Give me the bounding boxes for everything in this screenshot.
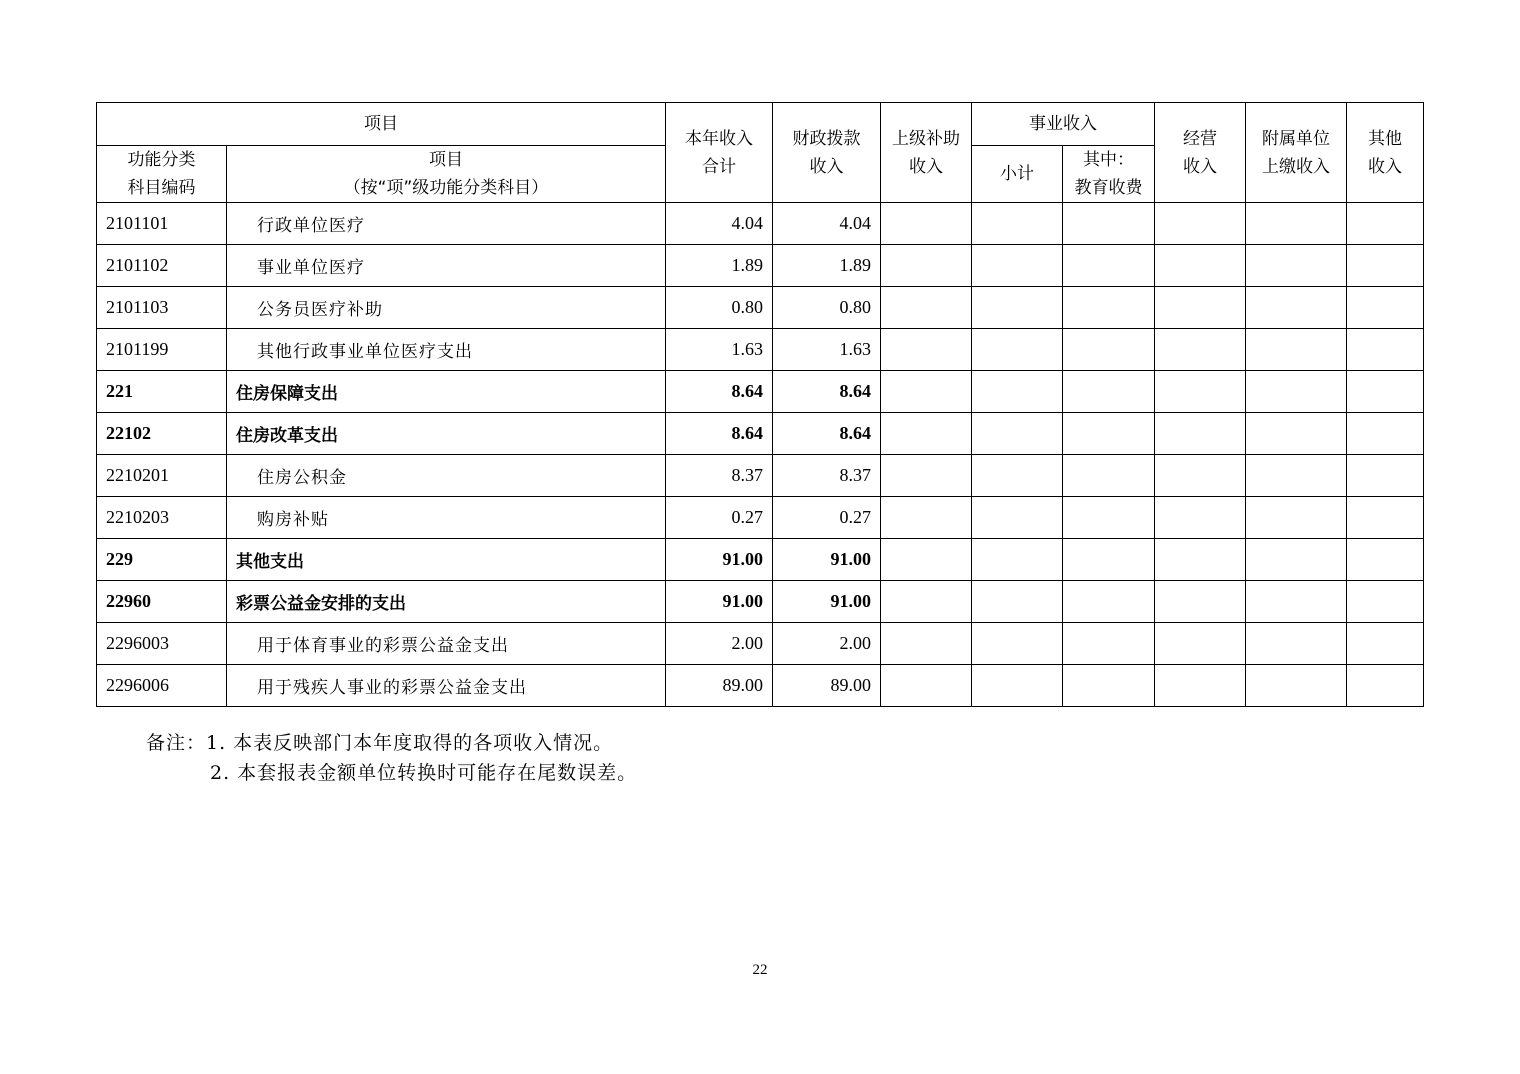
header-name-line2: （按“项”级功能分类科目）: [343, 178, 549, 198]
cell-other: [1347, 245, 1424, 287]
cell-operating: [1155, 329, 1246, 371]
cell-business-edu: [1063, 623, 1155, 665]
cell-other: [1347, 497, 1424, 539]
cell-subsidy: [881, 287, 972, 329]
cell-subsidy: [881, 245, 972, 287]
header-affiliated-line1: 附属单位: [1262, 128, 1330, 149]
table-row: [97, 539, 1424, 581]
cell-subsidy: [881, 413, 972, 455]
cell-business-subtotal: [972, 623, 1063, 665]
cell-fiscal: 89.00: [773, 665, 881, 707]
header-fiscal: [773, 103, 881, 203]
cell-code: 22960: [97, 581, 227, 623]
cell-fiscal: 1.89: [773, 245, 881, 287]
table-row: [97, 623, 1424, 665]
cell-affiliated: [1246, 287, 1347, 329]
cell-operating: [1155, 287, 1246, 329]
cell-affiliated: [1246, 203, 1347, 245]
header-edu-line2: 教育收费: [1074, 178, 1143, 198]
cell-affiliated: [1246, 455, 1347, 497]
cell-total: 8.64: [666, 371, 773, 413]
cell-subsidy: [881, 497, 972, 539]
cell-fiscal: 8.64: [773, 371, 881, 413]
table-body: [97, 203, 1424, 707]
cell-total: 0.80: [666, 287, 773, 329]
cell-fiscal: 8.64: [773, 413, 881, 455]
header-subsidy-line1: 上级补助: [892, 128, 960, 149]
header-other: [1347, 103, 1424, 203]
cell-business-subtotal: [972, 371, 1063, 413]
header-operating: [1155, 103, 1246, 203]
cell-business-subtotal: [972, 329, 1063, 371]
cell-other: [1347, 539, 1424, 581]
cell-total: 0.27: [666, 497, 773, 539]
table-row: [97, 245, 1424, 287]
cell-subsidy: [881, 329, 972, 371]
header-total: [666, 103, 773, 203]
page-number: 22: [752, 962, 768, 978]
cell-subsidy: [881, 203, 972, 245]
cell-business-edu: [1063, 539, 1155, 581]
cell-code: 2296003: [97, 623, 227, 665]
cell-subsidy: [881, 371, 972, 413]
cell-operating: [1155, 413, 1246, 455]
cell-business-edu: [1063, 371, 1155, 413]
table-row: [97, 581, 1424, 623]
cell-name: 彩票公益金安排的支出: [227, 581, 666, 623]
cell-name: 行政单位医疗: [227, 203, 666, 245]
cell-operating: [1155, 245, 1246, 287]
cell-name: 购房补贴: [227, 497, 666, 539]
cell-affiliated: [1246, 623, 1347, 665]
cell-affiliated: [1246, 581, 1347, 623]
cell-code: 229: [97, 539, 227, 581]
cell-other: [1347, 413, 1424, 455]
header-fiscal-line2: 收入: [809, 156, 844, 177]
cell-business-subtotal: [972, 665, 1063, 707]
cell-operating: [1155, 539, 1246, 581]
cell-fiscal: 4.04: [773, 203, 881, 245]
cell-fiscal: 0.27: [773, 497, 881, 539]
cell-total: 8.37: [666, 455, 773, 497]
table-row: [97, 455, 1424, 497]
cell-business-subtotal: [972, 581, 1063, 623]
cell-name: 住房公积金: [227, 455, 666, 497]
header-code-line1: 功能分类: [127, 150, 196, 170]
cell-affiliated: [1246, 497, 1347, 539]
cell-name: 用于残疾人事业的彩票公益金支出: [227, 665, 666, 707]
cell-operating: [1155, 203, 1246, 245]
table-row: [97, 665, 1424, 707]
cell-operating: [1155, 581, 1246, 623]
header-item-group: 项目: [97, 103, 666, 146]
cell-fiscal: 2.00: [773, 623, 881, 665]
cell-name: 用于体育事业的彩票公益金支出: [227, 623, 666, 665]
header-affiliated-line2: 上缴收入: [1262, 156, 1330, 177]
header-business-group: 事业收入: [972, 103, 1155, 146]
cell-other: [1347, 455, 1424, 497]
header-edu: [1063, 146, 1155, 203]
cell-other: [1347, 287, 1424, 329]
cell-operating: [1155, 371, 1246, 413]
cell-business-subtotal: [972, 539, 1063, 581]
header-operating-line1: 经营: [1183, 128, 1217, 149]
cell-subsidy: [881, 623, 972, 665]
cell-total: 91.00: [666, 581, 773, 623]
cell-subsidy: [881, 539, 972, 581]
cell-other: [1347, 581, 1424, 623]
header-fiscal-line1: 财政拨款: [792, 128, 861, 149]
cell-total: 2.00: [666, 623, 773, 665]
cell-total: 4.04: [666, 203, 773, 245]
header-subsidy: [881, 103, 972, 203]
cell-business-edu: [1063, 455, 1155, 497]
header-affiliated: [1246, 103, 1347, 203]
header-subtotal: 小计: [972, 146, 1063, 203]
income-table: [96, 102, 1424, 707]
table-row: [97, 371, 1424, 413]
header-name: [227, 146, 666, 203]
table-row: [97, 287, 1424, 329]
cell-name: 公务员医疗补助: [227, 287, 666, 329]
cell-subsidy: [881, 581, 972, 623]
cell-business-edu: [1063, 497, 1155, 539]
cell-code: 2210201: [97, 455, 227, 497]
cell-name: 其他行政事业单位医疗支出: [227, 329, 666, 371]
cell-business-edu: [1063, 287, 1155, 329]
cell-affiliated: [1246, 329, 1347, 371]
header-name-line1: 项目: [429, 150, 463, 170]
header-other-line1: 其他: [1368, 128, 1402, 149]
cell-other: [1347, 623, 1424, 665]
header-total-line2: 合计: [702, 156, 736, 177]
cell-operating: [1155, 455, 1246, 497]
cell-business-subtotal: [972, 245, 1063, 287]
cell-name: 事业单位医疗: [227, 245, 666, 287]
table-row: [97, 329, 1424, 371]
cell-code: 2210203: [97, 497, 227, 539]
cell-fiscal: 91.00: [773, 581, 881, 623]
cell-fiscal: 91.00: [773, 539, 881, 581]
cell-operating: [1155, 623, 1246, 665]
header-total-line1: 本年收入: [685, 128, 753, 149]
cell-business-edu: [1063, 413, 1155, 455]
header-other-line2: 收入: [1368, 156, 1402, 177]
note-line-1: 备注：1. 本表反映部门本年度取得的各项收入情况。: [146, 732, 614, 754]
cell-code: 2101103: [97, 287, 227, 329]
table-row: [97, 203, 1424, 245]
cell-subsidy: [881, 455, 972, 497]
header-operating-line2: 收入: [1183, 156, 1217, 177]
cell-total: 89.00: [666, 665, 773, 707]
cell-business-edu: [1063, 245, 1155, 287]
cell-code: 2101102: [97, 245, 227, 287]
cell-business-edu: [1063, 665, 1155, 707]
cell-other: [1347, 371, 1424, 413]
cell-affiliated: [1246, 413, 1347, 455]
cell-business-subtotal: [972, 455, 1063, 497]
cell-code: 2101101: [97, 203, 227, 245]
cell-other: [1347, 665, 1424, 707]
cell-other: [1347, 329, 1424, 371]
cell-business-edu: [1063, 581, 1155, 623]
table-row: [97, 497, 1424, 539]
notes: [146, 728, 637, 788]
cell-total: 8.64: [666, 413, 773, 455]
cell-business-subtotal: [972, 203, 1063, 245]
cell-fiscal: 1.63: [773, 329, 881, 371]
cell-fiscal: 8.37: [773, 455, 881, 497]
cell-code: 2296006: [97, 665, 227, 707]
cell-operating: [1155, 497, 1246, 539]
cell-code: 2101199: [97, 329, 227, 371]
cell-total: 91.00: [666, 539, 773, 581]
header-subsidy-line2: 收入: [909, 156, 943, 177]
cell-name: 住房改革支出: [227, 413, 666, 455]
cell-affiliated: [1246, 245, 1347, 287]
cell-business-edu: [1063, 329, 1155, 371]
cell-total: 1.63: [666, 329, 773, 371]
table-row: [97, 413, 1424, 455]
cell-code: 22102: [97, 413, 227, 455]
header-code: [97, 146, 227, 203]
cell-total: 1.89: [666, 245, 773, 287]
cell-name: 住房保障支出: [227, 371, 666, 413]
header-code-line2: 科目编码: [127, 178, 196, 198]
cell-other: [1347, 203, 1424, 245]
cell-affiliated: [1246, 665, 1347, 707]
cell-name: 其他支出: [227, 539, 666, 581]
cell-business-subtotal: [972, 287, 1063, 329]
cell-subsidy: [881, 665, 972, 707]
cell-affiliated: [1246, 371, 1347, 413]
note-line-2: 2. 本套报表金额单位转换时可能存在尾数误差。: [210, 762, 638, 784]
header-edu-line1: 其中：: [1083, 150, 1134, 170]
cell-code: 221: [97, 371, 227, 413]
cell-business-subtotal: [972, 413, 1063, 455]
cell-business-edu: [1063, 203, 1155, 245]
cell-operating: [1155, 665, 1246, 707]
cell-affiliated: [1246, 539, 1347, 581]
cell-business-subtotal: [972, 497, 1063, 539]
cell-fiscal: 0.80: [773, 287, 881, 329]
